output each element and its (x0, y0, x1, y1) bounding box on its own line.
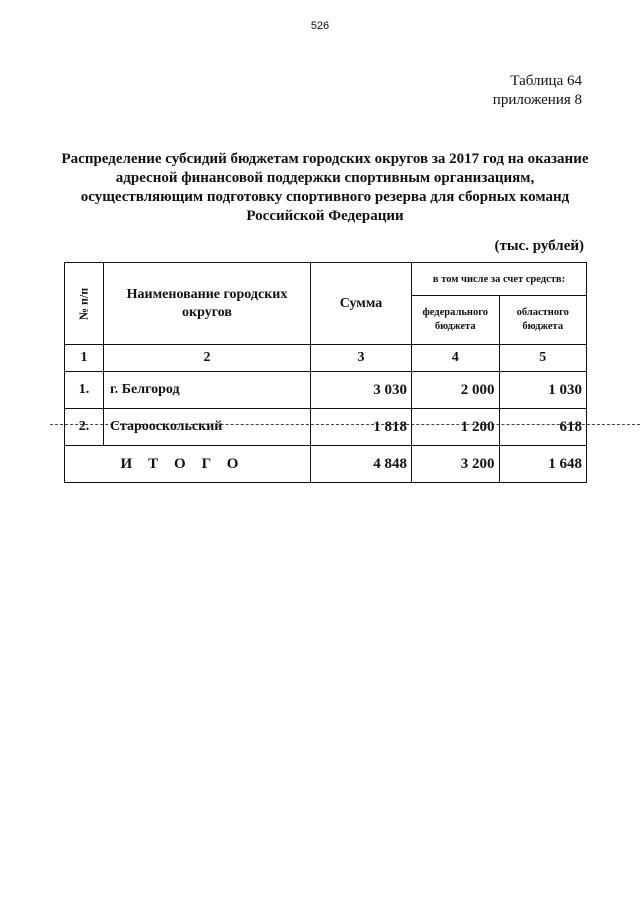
total-row (65, 446, 587, 483)
total-regional: 1 648 (499, 446, 587, 483)
row-name: г. Белгород (104, 372, 311, 409)
column-index: 2 (104, 345, 311, 372)
column-index: 5 (499, 345, 587, 372)
row-number: 1. (65, 372, 104, 409)
table-row (65, 372, 587, 409)
appendix-label: приложения 8 (492, 92, 582, 108)
header-funding-group: в том числе за счет средств: (412, 263, 587, 296)
table-label: Таблица 64 (510, 73, 582, 89)
header-federal: федерального бюджета (412, 296, 500, 345)
table-row (65, 409, 587, 446)
header-number-label: № п/п (76, 287, 91, 320)
total-federal: 3 200 (412, 446, 500, 483)
page-number: 526 (310, 20, 330, 32)
row-regional: 618 (499, 409, 587, 446)
column-index-row (65, 345, 587, 372)
row-sum: 1 818 (311, 409, 412, 446)
row-regional: 1 030 (499, 372, 587, 409)
header-name: Наименование городских округов (104, 263, 311, 345)
header-row (65, 263, 587, 296)
column-index: 3 (311, 345, 412, 372)
document-title: Распределение субсидий бюджетам городских округов за 2017 год на оказание адресной финансовой поддержки спортивным организациям, осуществляющим подготовку спортивного резерва для сборных команд Российской Федерации (61, 151, 589, 224)
subsidy-table (64, 262, 587, 483)
row-number: 2. (65, 409, 104, 446)
column-index: 4 (412, 345, 500, 372)
total-label: ИТОГО (65, 446, 311, 483)
row-name: Старооскольский (104, 409, 311, 446)
row-federal: 1 200 (412, 409, 500, 446)
header-regional: областного бюджета (499, 296, 587, 345)
units-label: (тыс. рублей) (494, 238, 584, 254)
column-index: 1 (65, 345, 104, 372)
table-caption (493, 72, 582, 110)
row-sum: 3 030 (311, 372, 412, 409)
header-sum: Сумма (311, 263, 412, 345)
header-number (65, 263, 104, 345)
row-federal: 2 000 (412, 372, 500, 409)
total-sum: 4 848 (311, 446, 412, 483)
